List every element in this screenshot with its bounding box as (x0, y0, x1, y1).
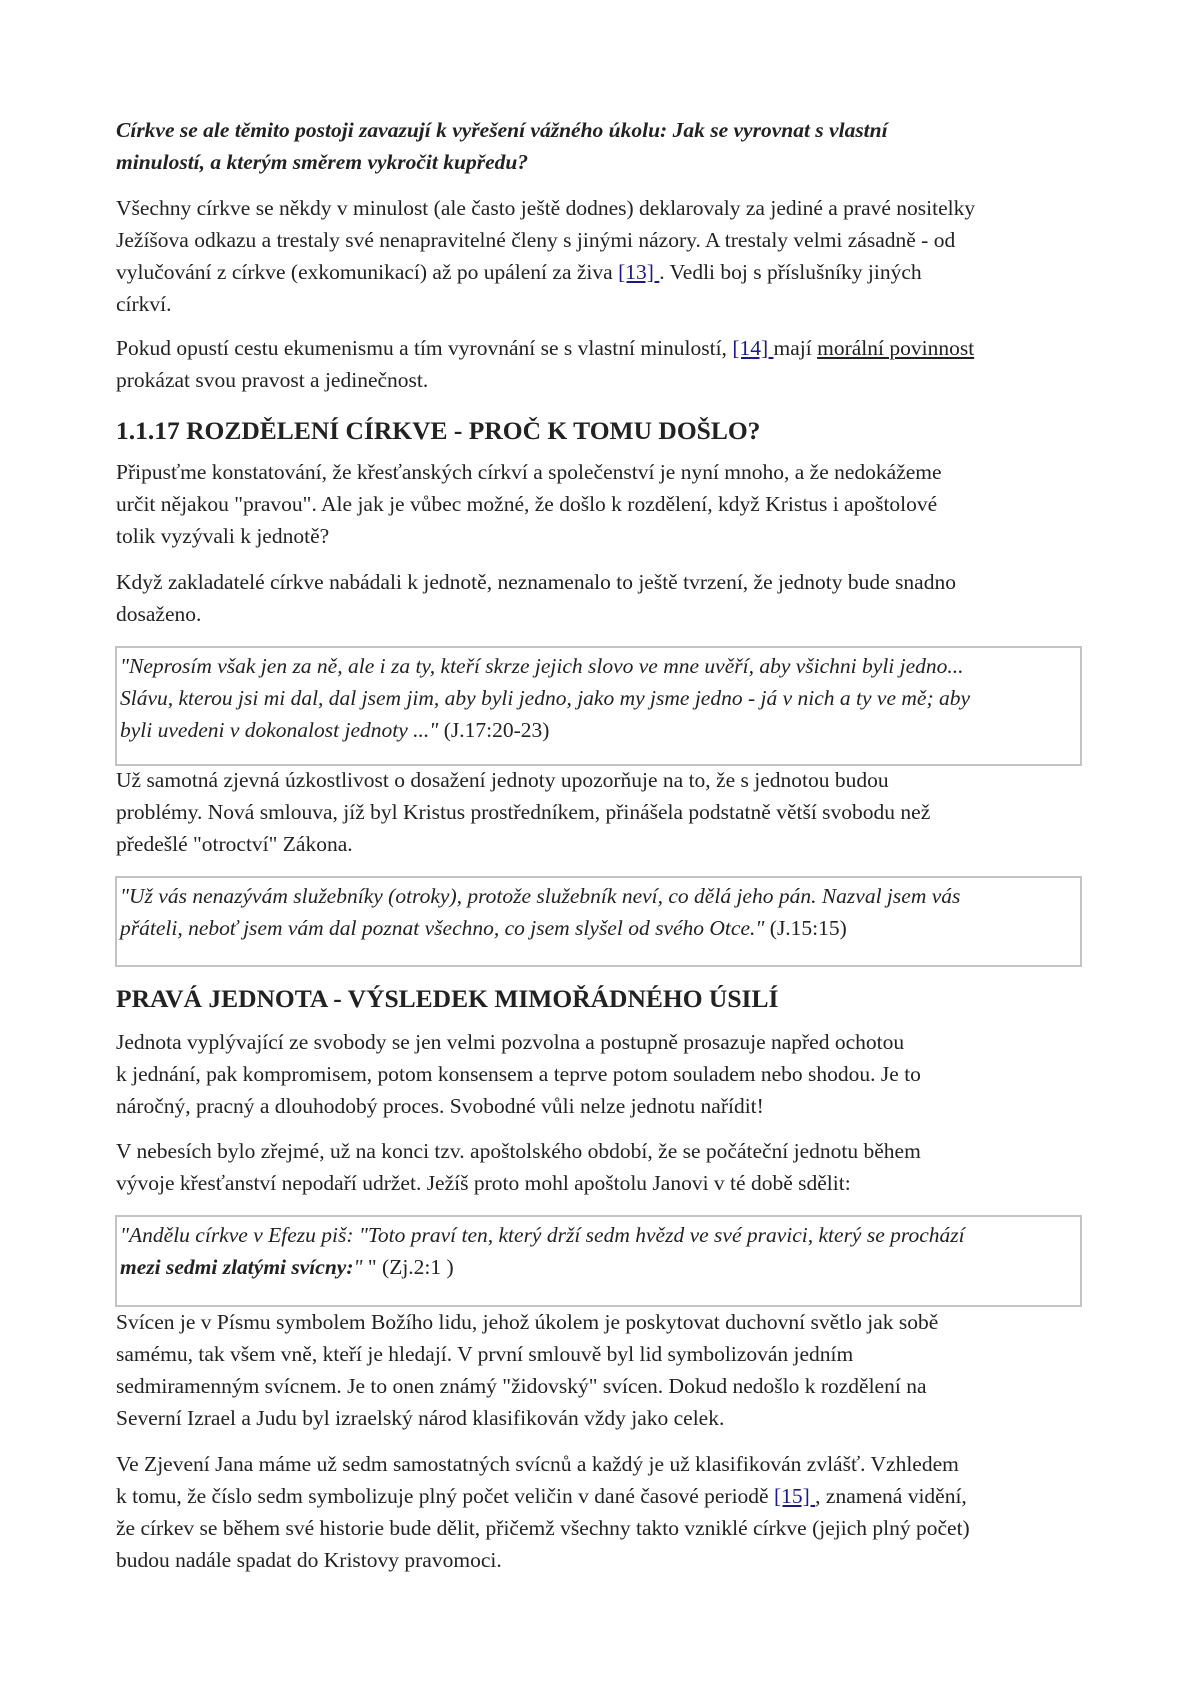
text-line (116, 1090, 1096, 1122)
text-line (116, 520, 1096, 552)
text-line (116, 1135, 1096, 1167)
text-segment: určit nějakou "pravou". Ale jak je vůbec možné, že došlo k rozdělení, když Kristus i apoštolové (116, 492, 938, 516)
text-segment: náročný, pracný a dlouhodobý proces. Svobodné vůli nelze jednotu nařídit! (116, 1094, 764, 1118)
text-segment: předešlé "otroctví" Zákona. (116, 832, 353, 856)
scripture-quote-box (115, 876, 1082, 967)
text-segment: "Neprosím však jen za ně, ale i za ty, kteří skrze jejich slovo ve mne uvěří, aby všichni byli jedno... (120, 654, 964, 678)
paragraph (116, 1135, 1096, 1199)
text-segment: Církve se ale těmito postoji zavazují k vyřešení vážného úkolu: Jak se vyrovnat s vlastní (116, 118, 888, 142)
text-line (120, 714, 1077, 746)
text-segment: mají (773, 336, 818, 360)
text-line (116, 828, 1096, 860)
text-segment: tolik vyzývali k jednotě? (116, 524, 330, 548)
paragraph (116, 114, 1096, 178)
text-line (116, 288, 1096, 320)
text-segment: církví. (116, 292, 172, 316)
text-segment: vylučování z církve (exkomunikací) až po upálení za živa (116, 260, 619, 284)
text-segment: Když zakladatelé církve nabádali k jednotě, neznamenalo to ještě tvrzení, že jednoty bude snadno (116, 570, 956, 594)
text-segment: V nebesích bylo zřejmé, už na konci tzv. apoštolského období, že se počáteční jednotu během (116, 1139, 921, 1163)
text-segment: , znamená vidění, (815, 1484, 967, 1508)
text-line (116, 1480, 1096, 1512)
paragraph (116, 192, 1096, 320)
text-line (116, 1402, 1096, 1434)
text-segment: byli uvedeni v dokonalost jednoty ..." (120, 718, 439, 742)
text-segment: samému, tak všem vně, kteří je hledají. V první smlouvě byl lid symbolizován jedním (116, 1342, 854, 1366)
text-line (116, 256, 1096, 288)
text-line (116, 1167, 1096, 1199)
paragraph (116, 1448, 1096, 1576)
text-segment: k jednání, pak kompromisem, potom konsensem a teprve potom souladem nebo shodou. Je to (116, 1062, 921, 1086)
text-line (116, 1370, 1096, 1402)
text-segment: mezi sedmi zlatými svícny: (120, 1255, 354, 1279)
text-segment: Připusťme konstatování, že křesťanských církví a společenství je nyní mnoho, a že nedokážeme (116, 460, 942, 484)
text-line (116, 192, 1096, 224)
text-segment: budou nadále spadat do Kristovy pravomoci. (116, 1548, 502, 1572)
text-segment: k tomu, že číslo sedm symbolizuje plný počet veličin v dané časové periodě (116, 1484, 774, 1508)
text-segment: Všechny církve se někdy v minulost (ale často ještě dodnes) deklarovaly za jediné a pravé nositelky (116, 196, 976, 220)
text-line (116, 796, 1096, 828)
paragraph (116, 456, 1096, 552)
paragraph (116, 332, 1096, 396)
text-line (116, 364, 1096, 396)
text-line (116, 488, 1096, 520)
text-line (116, 598, 1096, 630)
text-segment: Slávu, kterou jsi mi dal, dal jsem jim, aby byli jedno, jako my jsme jedno - já v nich a ty ve mě; aby (120, 686, 971, 710)
text-segment: dosaženo. (116, 602, 202, 626)
text-segment: prokázat svou pravost a jedinečnost. (116, 368, 429, 392)
text-line (116, 1058, 1096, 1090)
paragraph (116, 1026, 1096, 1122)
text-line (120, 880, 1077, 912)
text-segment: (J.17:20-23) (438, 718, 550, 742)
section-heading: 1.1.17 ROZDĚLENÍ CÍRKVE - PROČ K TOMU DOŠLO? (116, 416, 761, 445)
text-segment: vývoje křesťanství nepodaří udržet. Ježíš proto mohl apoštolu Janovi v té době sdělit: (116, 1171, 851, 1195)
footnote-link[interactable]: [15] (773, 1484, 816, 1508)
text-line (116, 1544, 1096, 1576)
text-line (116, 764, 1096, 796)
paragraph (116, 764, 1096, 860)
text-line (116, 1512, 1096, 1544)
text-segment: Ve Zjevení Jana máme už sedm samostatných svícnů a každý je už klasifikován zvlášť. Vzhledem (116, 1452, 959, 1476)
text-line (116, 456, 1096, 488)
text-segment: " (Zj.2:1 ) (362, 1255, 454, 1279)
text-segment: (J.15:15) (764, 916, 847, 940)
text-segment: " (353, 1255, 363, 1279)
text-line (116, 224, 1096, 256)
text-segment: Už samotná zjevná úzkostlivost o dosažení jednoty upozorňuje na to, že s jednotou budou (116, 768, 889, 792)
text-segment: Severní Izrael a Judu byl izraelský národ klasifikován vždy jako celek. (116, 1406, 725, 1430)
text-line (116, 114, 1096, 146)
text-line (120, 682, 1077, 714)
text-segment: přáteli, neboť jsem vám dal poznat všechno, co jsem slyšel od svého Otce." (120, 916, 765, 940)
footnote-link[interactable]: [14] (732, 336, 774, 360)
text-segment: problémy. Nová smlouva, jíž byl Kristus prostředníkem, přinášela podstatně větší svobodu než (116, 800, 931, 824)
text-line (116, 1306, 1096, 1338)
text-segment: morální povinnost (817, 336, 975, 360)
text-segment: "Už vás nenazývám služebníky (otroky), protože služebník neví, co dělá jeho pán. Nazval jsem vás (120, 884, 961, 908)
text-line (120, 650, 1077, 682)
text-segment: Jednota vyplývající ze svobody se jen velmi pozvolna a postupně prosazuje napřed ochotou (116, 1030, 905, 1054)
text-segment: . Vedli boj s příslušníky jiných (659, 260, 922, 284)
text-line (116, 1448, 1096, 1480)
text-line (116, 146, 1096, 178)
text-line (120, 1251, 1077, 1283)
text-segment: že církev se během své historie bude dělit, přičemž všechny takto vzniklé církve (jejich plný počet) (116, 1516, 970, 1540)
text-line (116, 332, 1096, 364)
paragraph (116, 1306, 1096, 1434)
scripture-quote-box (115, 646, 1082, 766)
text-line (120, 912, 1077, 944)
text-segment: Pokud opustí cestu ekumenismu a tím vyrovnání se s vlastní minulostí, (116, 336, 733, 360)
text-segment: "Andělu církve v Efezu piš: "Toto praví ten, který drží sedm hvězd ve své pravici, který se prochází (120, 1223, 965, 1247)
text-segment: Svícen je v Písmu symbolem Božího lidu, jehož úkolem je poskytovat duchovní světlo jak sobě (116, 1310, 939, 1334)
footnote-link[interactable]: [13] (618, 260, 660, 284)
text-segment: minulostí, a kterým směrem vykročit kupředu? (116, 150, 529, 174)
text-line (120, 1219, 1077, 1251)
text-segment: sedmiramenným svícnem. Je to onen známý "židovský" svícen. Dokud nedošlo k rozdělení na (116, 1374, 927, 1398)
text-line (116, 1338, 1096, 1370)
text-segment: Ježíšova odkazu a trestaly své nenapravitelné členy s jinými názory. A trestaly velmi zásadně - od (116, 228, 956, 252)
section-heading: PRAVÁ JEDNOTA - VÝSLEDEK MIMOŘÁDNÉHO ÚSILÍ (116, 984, 779, 1013)
scripture-quote-box (115, 1215, 1082, 1307)
text-line (116, 566, 1096, 598)
text-line (116, 1026, 1096, 1058)
paragraph (116, 566, 1096, 630)
